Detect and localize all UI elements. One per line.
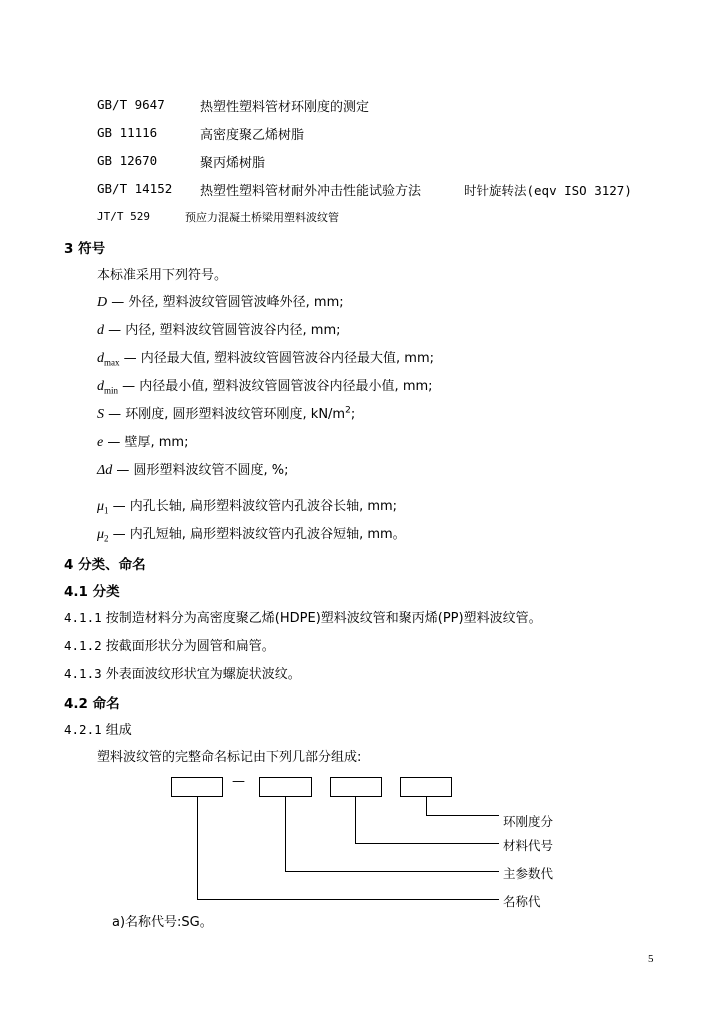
symbol-desc: — 内径, 塑料波纹管圆管波谷内径, mm; — [108, 323, 341, 338]
connector-line — [285, 796, 286, 872]
ref-code: GB 12670 — [97, 153, 158, 168]
section-3-intro: 本标准采用下列符号。 — [97, 268, 228, 283]
symbol-name: e — [97, 435, 104, 450]
symbol-name: d — [97, 379, 104, 394]
clause-4-1-1 — [64, 607, 542, 626]
symbol-tail: ; — [350, 407, 356, 422]
separator-dash: — — [232, 774, 245, 789]
ref-title: 热塑性塑料管材耐外冲击性能试验方法 — [200, 184, 422, 199]
clause-text: 外表面波纹形状宜为螺旋状波纹。 — [105, 667, 301, 682]
material-code-box — [330, 777, 382, 797]
item-a: a)名称代号:SG。 — [112, 915, 213, 930]
material-code-label: 材料代号 — [503, 838, 554, 853]
ref-title: 热塑性塑料管材环刚度的测定 — [200, 100, 370, 115]
label-clip — [503, 815, 593, 829]
symbol-item — [97, 523, 406, 544]
symbol-item — [97, 431, 188, 451]
connector-line — [355, 796, 356, 844]
name-code-box — [171, 777, 223, 797]
symbol-superscript: 2 — [345, 405, 351, 416]
symbol-item — [97, 347, 434, 368]
symbol-desc: — 环刚度, 圆形塑料波纹管环刚度, kN/m — [108, 407, 346, 422]
symbol-item — [97, 319, 341, 339]
symbol-subscript: 2 — [104, 533, 109, 544]
stiffness-label: 环刚度分 — [503, 815, 554, 829]
symbol-desc: — 外径, 塑料波纹管圆管波峰外径, mm; — [111, 295, 344, 310]
ref-code: GB 11116 — [97, 125, 158, 140]
symbol-name: d — [97, 351, 104, 366]
clause-4-1-2 — [64, 635, 275, 654]
symbol-name: μ — [97, 527, 105, 542]
clause-number: 4.1.2 — [64, 638, 102, 653]
ref-extra: 时针旋转法(eqv ISO 3127) — [464, 183, 632, 198]
symbol-desc: — 内径最小值, 塑料波纹管圆管波谷内径最小值, mm; — [122, 379, 433, 394]
symbol-item — [97, 403, 355, 423]
connector-line — [285, 871, 499, 872]
ref-title: 聚丙烯树脂 — [200, 156, 266, 171]
symbol-name: S — [97, 407, 104, 422]
symbol-subscript: 1 — [104, 505, 109, 516]
clause-4-1-3 — [64, 663, 301, 682]
section-4-2-heading: 4.2 命名 — [64, 696, 120, 712]
clause-text: 按截面形状分为圆管和扁管。 — [105, 639, 275, 654]
connector-line — [426, 796, 427, 816]
symbol-name: Δd — [97, 463, 113, 478]
param-code-label: 主参数代 — [503, 866, 554, 881]
section-3-heading: 3 符号 — [64, 241, 106, 257]
section-4-heading: 4 分类、命名 — [64, 557, 146, 573]
page-number: 5 — [648, 953, 654, 965]
clause-number: 4.2.1 — [64, 722, 102, 737]
ref-code: GB/T 9647 — [97, 97, 165, 112]
symbol-subscript: min — [104, 385, 119, 396]
clause-number: 4.1.1 — [64, 610, 102, 625]
compose-text: 塑料波纹管的完整命名标记由下列几部分组成: — [97, 750, 362, 765]
stiffness-box — [400, 777, 452, 797]
connector-line — [197, 899, 499, 900]
connector-line — [426, 815, 499, 816]
symbol-desc: — 内孔短轴, 扁形塑料波纹管内孔波谷短轴, mm。 — [112, 527, 406, 542]
symbol-name: μ — [97, 499, 105, 514]
ref-title: 预应力混凝土桥梁用塑料波纹管 — [185, 211, 339, 224]
symbol-name: D — [97, 295, 108, 310]
param-code-box — [259, 777, 312, 797]
symbol-subscript: max — [104, 357, 120, 368]
ref-code: JT/T 529 — [97, 210, 150, 223]
symbol-desc: — 内孔长轴, 扁形塑料波纹管内孔波谷长轴, mm; — [112, 499, 398, 514]
clause-text: 按制造材料分为高密度聚乙烯(HDPE)塑料波纹管和聚丙烯(PP)塑料波纹管。 — [105, 611, 542, 626]
symbol-item — [97, 495, 397, 516]
symbol-desc: — 圆形塑料波纹管不圆度, %; — [116, 463, 289, 478]
section-4-1-heading: 4.1 分类 — [64, 584, 120, 600]
symbol-item — [97, 291, 344, 311]
ref-title: 高密度聚乙烯树脂 — [200, 128, 305, 143]
symbol-name: d — [97, 323, 104, 338]
connector-line — [197, 796, 198, 900]
connector-line — [355, 843, 499, 844]
name-code-label: 名称代 — [503, 894, 541, 909]
clause-4-2-1 — [64, 719, 132, 738]
clause-text: 组成 — [105, 723, 132, 738]
clause-number: 4.1.3 — [64, 666, 102, 681]
symbol-item — [97, 375, 433, 396]
symbol-desc: — 内径最大值, 塑料波纹管圆管波谷内径最大值, mm; — [123, 351, 435, 366]
ref-code: GB/T 14152 — [97, 181, 173, 196]
symbol-desc: — 壁厚, mm; — [107, 435, 189, 450]
symbol-item — [97, 459, 289, 479]
